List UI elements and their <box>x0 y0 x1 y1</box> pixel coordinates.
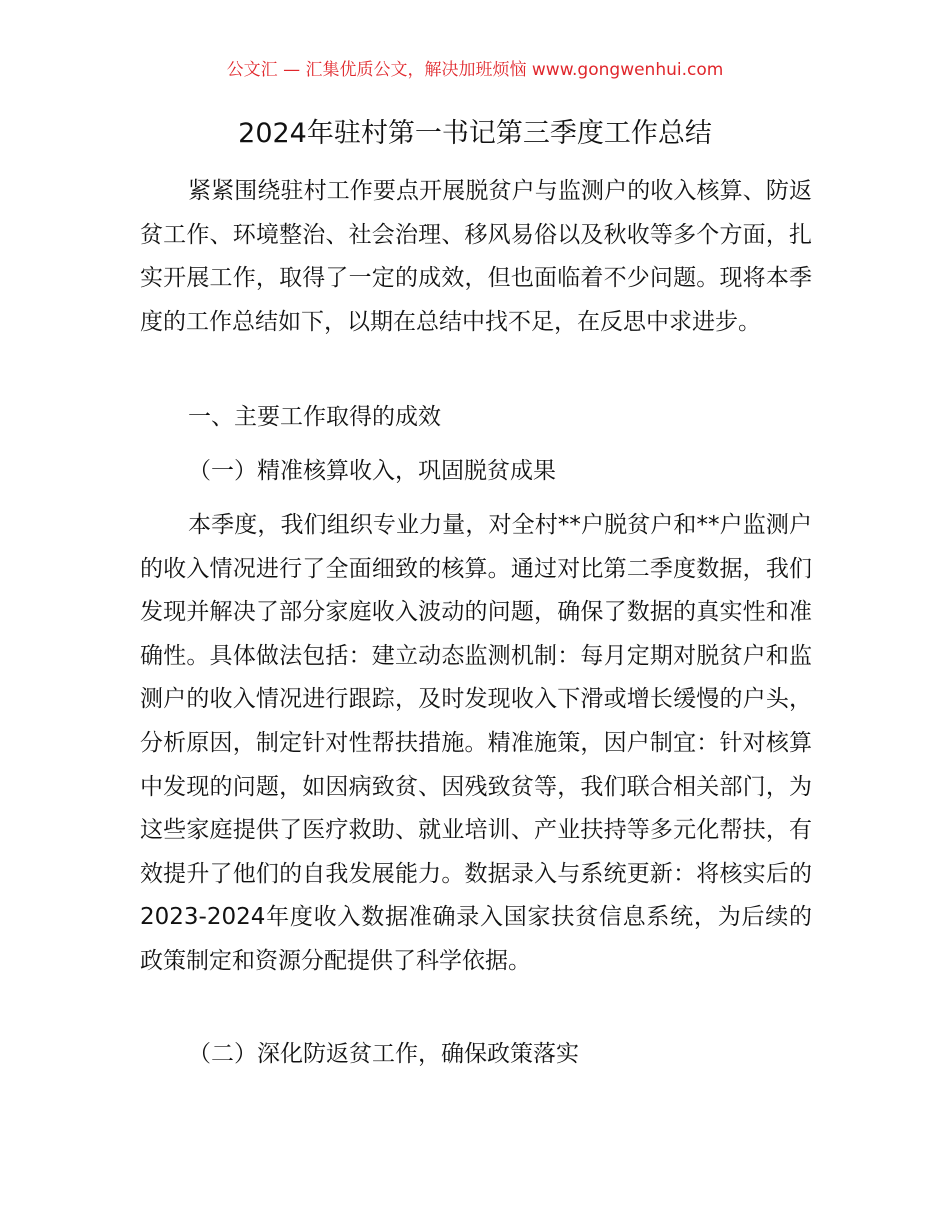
document-title: 2024年驻村第一书记第三季度工作总结 <box>238 118 712 149</box>
site-banner: 公文汇 — 汇集优质公文，解决加班烦恼 www.gongwenhui.com <box>226 60 724 80</box>
section-heading-1: 一、主要工作取得的成效 <box>188 404 441 430</box>
subsection-1-paragraph: 本季度，我们组织专业力量，对全村**户脱贫户和**户监测户的收入情况进行了全面细致的核算。通过对比第二季度数据，我们发现并解决了部分家庭收入波动的问题，确保了数据的真实性和准确性。具体做法包括：建立动态监测机制：每月定期对脱贫户和监测户的收入情况进行跟踪，及时发现收入下滑或增长缓慢的户头，分析原因，制定针对性帮扶措施。精准施策，因户制宜：针对核算中发现的问题，如因病致贫、因残致贫等，我们联合相关部门，为这些家庭提供了医疗救助、就业培训、产业扶持等多元化帮扶，有效提升了他们的自我发展能力。数据录入与系统更新：将核实后的2023-2024年度收入数据准确录入国家扶贫信息系统，为后续的政策制定和资源分配提供了科学依据。 <box>140 512 812 974</box>
subsection-heading-1: （一）精准核算收入，巩固脱贫成果 <box>188 458 556 484</box>
subsection-heading-2: （二）深化防返贫工作，确保政策落实 <box>188 1041 579 1067</box>
intro-paragraph: 紧紧围绕驻村工作要点开展脱贫户与监测户的收入核算、防返贫工作、环境整治、社会治理、移风易俗以及秋收等多个方面，扎实开展工作，取得了一定的成效，但也面临着不少问题。现将本季度的工作总结如下，以期在总结中找不足，在反思中求进步。 <box>140 178 812 335</box>
